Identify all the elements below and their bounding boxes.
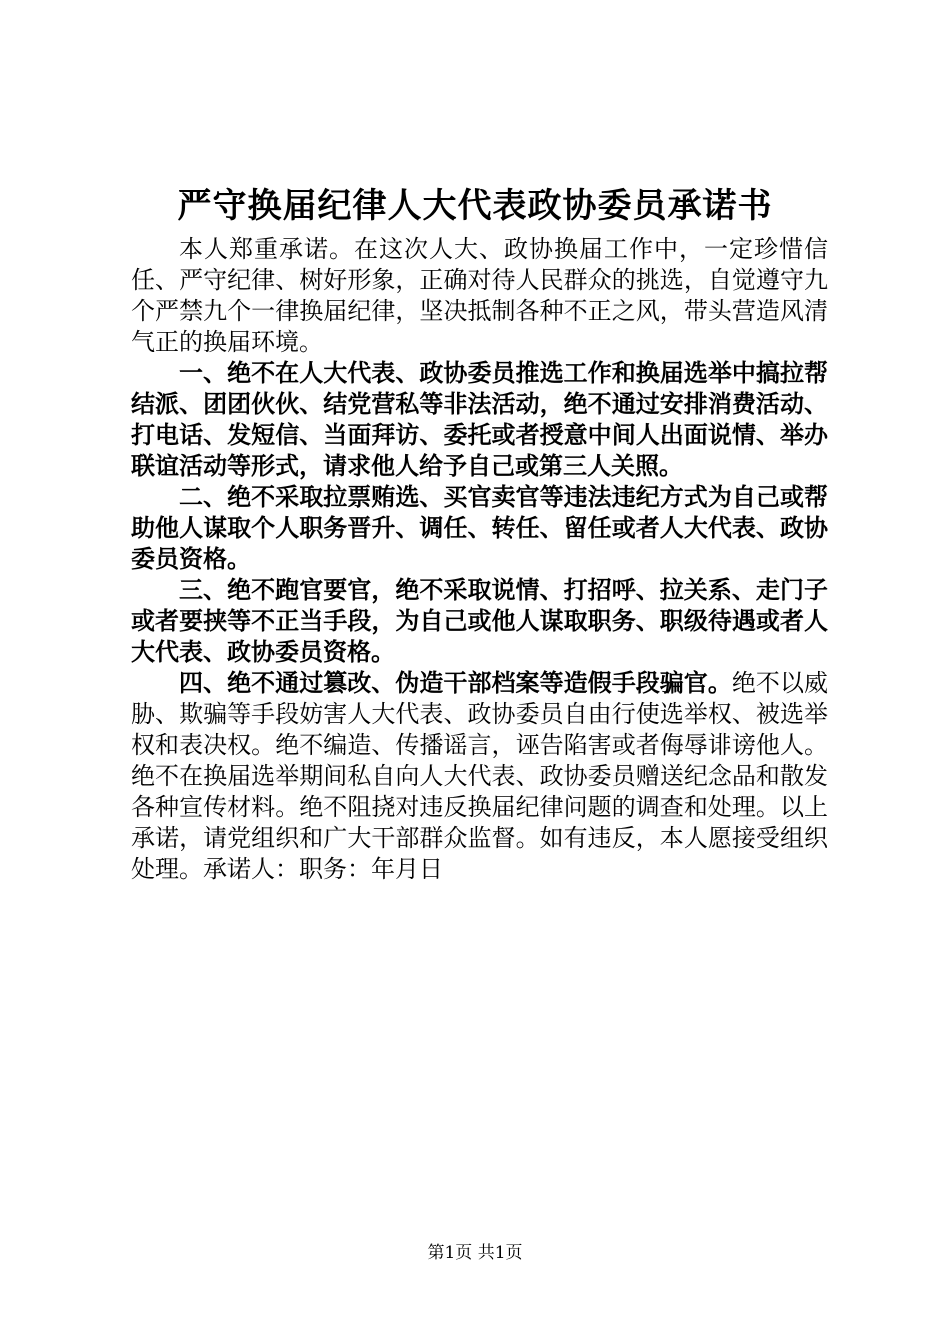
document-title: 严守换届纪律人大代表政协委员承诺书 (177, 186, 773, 226)
pledge-item-4-lead: 四、绝不通过篡改、伪造干部档案等造假手段骗官。 (179, 669, 732, 697)
page-footer (0, 1241, 950, 1265)
pledge-item-4-rest: 绝不以威胁、欺骗等手段妨害人大代表、政协委员自由行使选举权、被选举权和表决权。绝不编造、传播谣言，诬告陷害或者侮辱诽谤他人。绝不在换届选举期间私自向人大代表、政协委员赠送纪念品和散发各种宣传材料。绝不阻挠对违反换届纪律问题的调查和处理。以上承诺，请党组织和广大干部群众监督。如有违反，本人愿接受组织处理。承诺人：职务：年月日 (131, 669, 829, 883)
pledge-item-2: 二、绝不采取拉票贿选、买官卖官等违法违纪方式为自己或帮助他人谋取个人职务晋升、调任、转任、留任或者人大代表、政协委员资格。 (131, 483, 828, 573)
page-number-label: 第1页 共1页 (427, 1243, 523, 1263)
pledge-item-4 (131, 668, 828, 885)
pledge-item-1: 一、绝不在人大代表、政协委员推选工作和换届选举中搞拉帮结派、团团伙伙、结党营私等非法活动，绝不通过安排消费活动、打电话、发短信、当面拜访、委托或者授意中间人出面说情、举办联谊活动等形式，请求他人给予自己或第三人关照。 (131, 359, 828, 480)
intro-paragraph: 本人郑重承诺。在这次人大、政协换届工作中，一定珍惜信任、严守纪律、树好形象，正确对待人民群众的挑选，自觉遵守九个严禁九个一律换届纪律，坚决抵制各种不正之风，带头营造风清气正的换届环境。 (131, 235, 828, 356)
pledge-item-3: 三、绝不跑官要官，绝不采取说情、打招呼、拉关系、走门子或者要挟等不正当手段，为自己或他人谋取职务、职级待遇或者人大代表、政协委员资格。 (131, 576, 828, 666)
document-body (131, 234, 828, 885)
